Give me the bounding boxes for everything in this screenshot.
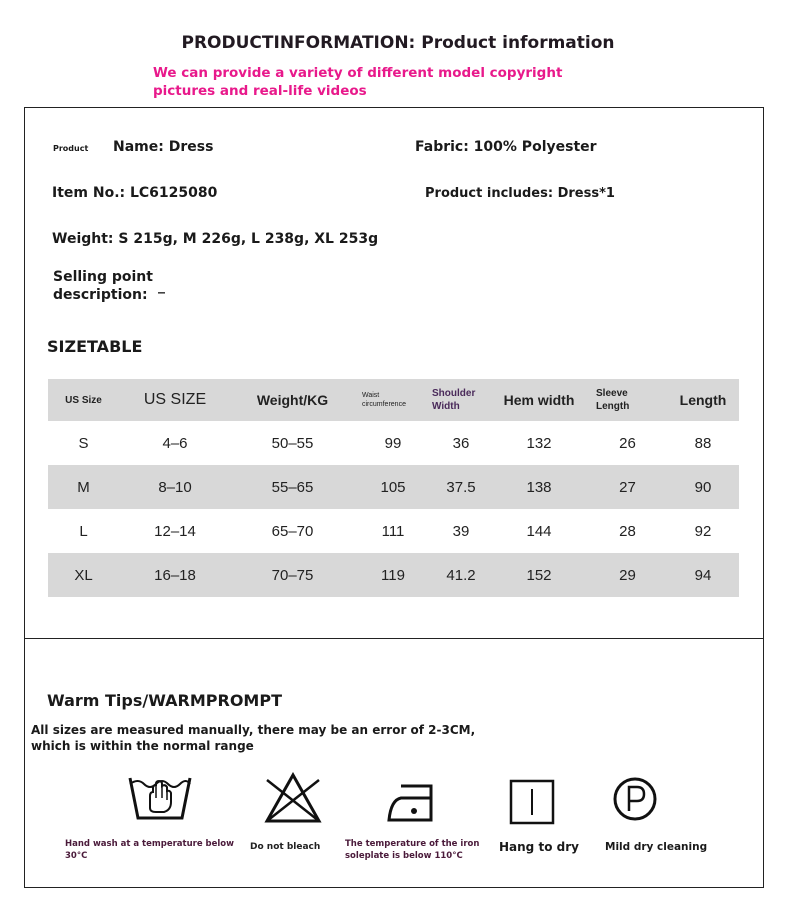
table-row [48,509,739,553]
care-label-hand-wash-line1: Hand wash at a temperature below [65,839,235,849]
size-table-title: SIZETABLE [47,337,143,356]
header-waist-line1: Waist [362,392,380,399]
cell-shoulder: 41.2 [432,553,490,597]
cell-sleeve: 29 [588,553,667,597]
care-label-mild-dry-clean: Mild dry cleaning [605,841,708,853]
header-sleeve-line1: Sleeve [596,388,628,399]
cell-hem: 152 [490,553,588,597]
page-title: PRODUCTINFORMATION: Product information [181,33,615,53]
copyright-note [153,64,562,100]
cell-hem: 138 [490,465,588,509]
iron-icon [387,782,443,824]
warm-tips-title: Warm Tips/WARMPROMPT [47,691,282,710]
cell-us-size: XL [48,553,119,597]
selling-point-value: _ [158,278,165,294]
header-waist-line2: circumference [362,401,406,408]
header-sleeve-line2: Length [596,401,630,412]
care-label-hang-to-dry: Hang to dry [499,840,579,854]
cell-length: 94 [667,553,739,597]
header-shoulder-line1: Shoulder [432,388,476,399]
cell-waist: 111 [381,522,405,540]
cell-length: 88 [694,434,712,452]
cell-us-size-range: 12–14 [154,522,196,540]
selling-point-label-line1: Selling point [53,269,153,285]
cell-hem: 132 [526,434,552,452]
header-waist [354,379,432,421]
table-row [48,465,739,509]
cell-shoulder: 39 [452,522,470,540]
product-name: Name: Dress [113,139,214,155]
cell-sleeve: 26 [619,434,636,452]
warm-tips-note-line2: which is within the normal range [31,739,254,753]
cell-sleeve: 28 [619,522,636,540]
cell-weight: 65–70 [271,522,314,540]
care-label-do-not-bleach: Do not bleach [250,842,321,852]
warm-tips-note [31,722,475,754]
cell-shoulder: 37.5 [432,465,490,509]
cell-us-size-range: 4–6 [162,434,188,452]
selling-point-label-line2: description: [53,287,148,303]
copyright-note-line2: pictures and real-life videos [153,83,367,99]
header-us-size-upper: US SIZE [119,379,231,421]
do-not-bleach-icon [264,772,322,824]
header-length: Length [667,379,739,421]
product-small-label: Product [53,144,89,153]
care-label-iron-line1: The temperature of the iron [345,839,480,849]
header-weight: Weight/KG [231,379,354,421]
cell-us-size: S [78,434,89,452]
table-row [48,421,739,465]
table-row [48,553,739,597]
cell-hem: 144 [526,522,552,540]
cell-shoulder: 36 [452,434,470,452]
cell-sleeve: 27 [588,465,667,509]
cell-length: 90 [667,465,739,509]
product-includes: Product includes: Dress*1 [425,186,615,201]
cell-weight: 50–55 [271,434,314,452]
header-sleeve [588,379,667,421]
header-us-size: US Size [48,379,119,421]
product-fabric: Fabric: 100% Polyester [415,139,597,155]
warm-tips-note-line1: All sizes are measured manually, there may be an error of 2-3CM, [31,723,476,737]
cell-waist: 105 [354,465,432,509]
cell-us-size-range: 8–10 [119,465,231,509]
product-weight: Weight: S 215g, M 226g, L 238g, XL 253g [52,231,379,247]
cell-us-size: L [79,522,88,540]
header-shoulder-line2: Width [432,401,460,412]
size-table [48,379,739,597]
size-table-header-row [48,379,739,421]
item-number: Item No.: LC6125080 [52,185,218,201]
copyright-note-line1: We can provide a variety of different model copyright [153,65,563,81]
header-shoulder [432,379,490,421]
cell-us-size: M [48,465,119,509]
mild-dry-clean-icon [612,776,658,822]
cell-waist: 99 [384,434,402,452]
care-label-hand-wash [65,838,234,862]
hang-to-dry-icon [509,779,555,825]
care-label-iron [345,838,479,862]
cell-waist: 119 [354,553,432,597]
care-label-hand-wash-line2: 30°C [65,851,88,861]
selling-point-label [53,268,153,304]
hand-wash-icon [128,774,192,824]
cell-weight: 70–75 [231,553,354,597]
cell-length: 92 [694,522,712,540]
care-label-iron-line2: soleplate is below 110°C [345,851,463,861]
cell-us-size-range: 16–18 [119,553,231,597]
header-hem: Hem width [490,379,588,421]
cell-weight: 55–65 [231,465,354,509]
